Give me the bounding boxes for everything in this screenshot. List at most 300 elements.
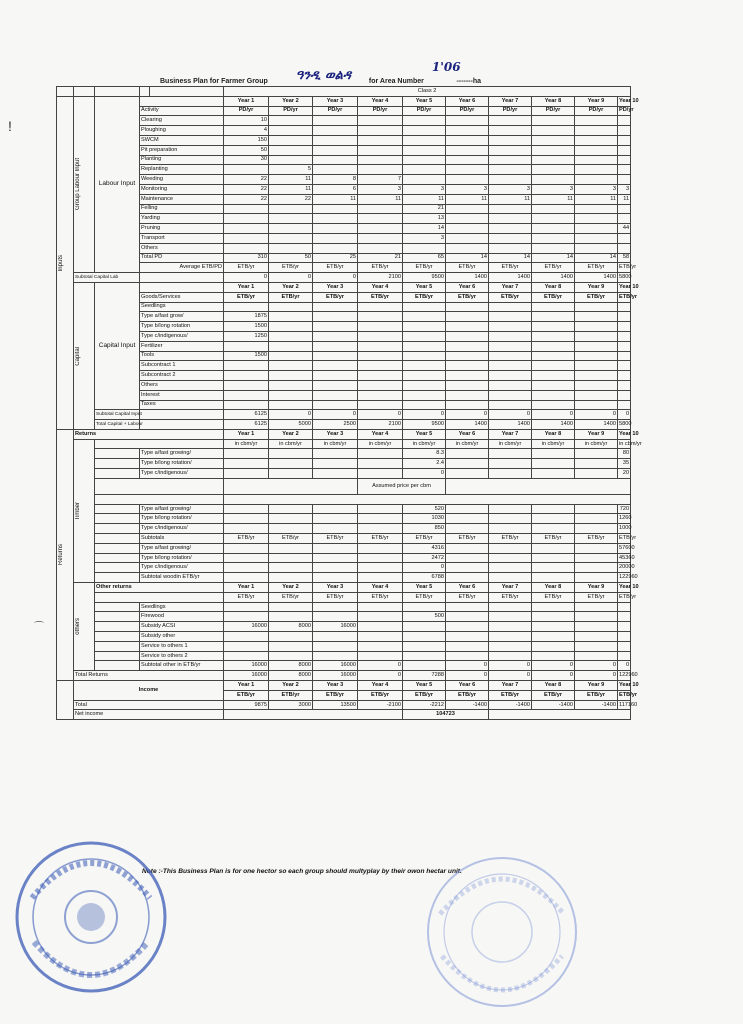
value-cell: 5800 bbox=[618, 273, 631, 283]
value-cell bbox=[224, 371, 269, 381]
value-cell: 6 bbox=[313, 184, 358, 194]
year-header: Year 6 bbox=[446, 429, 489, 439]
value-cell bbox=[358, 524, 403, 534]
value-cell bbox=[224, 504, 269, 514]
value-cell: ETB/yr bbox=[269, 263, 313, 273]
activity-name: Ploughing bbox=[140, 126, 224, 136]
blank-cell bbox=[57, 87, 74, 97]
value-cell: 0 bbox=[403, 469, 446, 479]
value-cell: 11 bbox=[269, 184, 313, 194]
value-cell bbox=[489, 361, 532, 371]
value-cell bbox=[575, 469, 618, 479]
value-cell bbox=[269, 371, 313, 381]
value-cell bbox=[489, 449, 532, 459]
value-cell bbox=[446, 602, 489, 612]
value-cell bbox=[269, 145, 313, 155]
value-cell bbox=[313, 341, 358, 351]
value-cell bbox=[224, 165, 269, 175]
value-cell: PD/yr bbox=[532, 106, 575, 116]
value-cell: 1260 bbox=[618, 514, 631, 524]
labour-activity-row bbox=[57, 126, 631, 136]
value-cell bbox=[532, 371, 575, 381]
value-cell bbox=[269, 641, 313, 651]
blank-cell bbox=[74, 87, 95, 97]
year-header: Year 5 bbox=[403, 429, 446, 439]
value-cell: ETB/yr bbox=[618, 263, 631, 273]
labour-activity-row bbox=[57, 175, 631, 185]
value-cell: 3 bbox=[403, 233, 446, 243]
value-cell bbox=[489, 165, 532, 175]
blank-cell bbox=[57, 681, 74, 720]
labour-block-label bbox=[95, 96, 140, 272]
value-cell: 8000 bbox=[269, 661, 313, 671]
value-cell bbox=[446, 459, 489, 469]
capital-input-label: Capital Input bbox=[98, 342, 136, 350]
value-cell: 1400 bbox=[532, 273, 575, 283]
blank-cell bbox=[95, 459, 140, 469]
value-cell bbox=[403, 651, 446, 661]
value-cell bbox=[446, 553, 489, 563]
net-income-label: Net income bbox=[74, 710, 224, 720]
value-cell bbox=[224, 514, 269, 524]
value-cell bbox=[358, 632, 403, 642]
value-cell bbox=[224, 449, 269, 459]
labour-activity-row bbox=[57, 214, 631, 224]
header-suffix: -------ha bbox=[456, 78, 482, 85]
value-cell bbox=[446, 312, 489, 322]
value-cell: 0 bbox=[489, 671, 532, 681]
value-cell bbox=[575, 400, 618, 410]
value-cell: ETB/yr bbox=[575, 592, 618, 602]
value-cell bbox=[618, 155, 631, 165]
blank-cell bbox=[95, 661, 140, 671]
labour-activity-row bbox=[57, 116, 631, 126]
value-cell bbox=[446, 514, 489, 524]
year-header: Year 10 bbox=[618, 429, 631, 439]
value-cell bbox=[532, 459, 575, 469]
value-cell: 0 bbox=[532, 410, 575, 420]
value-cell bbox=[618, 622, 631, 632]
value-cell: 0 bbox=[269, 273, 313, 283]
value-cell bbox=[358, 602, 403, 612]
value-cell: 1400 bbox=[532, 420, 575, 430]
goods-name: Subcontract 2 bbox=[140, 371, 224, 381]
timber-unit-row bbox=[57, 439, 631, 449]
value-cell: ETB/yr bbox=[403, 534, 446, 544]
value-cell bbox=[224, 641, 269, 651]
value-cell bbox=[224, 341, 269, 351]
blank-cell bbox=[95, 504, 140, 514]
value-cell: 3 bbox=[532, 184, 575, 194]
returns-side-text: Returns bbox=[58, 544, 64, 566]
year-header: Year 6 bbox=[446, 282, 489, 292]
labour-year-row bbox=[57, 96, 631, 106]
value-cell bbox=[358, 331, 403, 341]
value-cell: 11 bbox=[358, 194, 403, 204]
labour-subtotal-label: Subtotal Capital Lab bbox=[74, 273, 140, 283]
blank-cell bbox=[95, 592, 224, 602]
year-header: Year 10 bbox=[618, 583, 631, 593]
value-cell bbox=[358, 371, 403, 381]
value-cell bbox=[403, 243, 446, 253]
blank-cell bbox=[224, 710, 403, 720]
blank-cell bbox=[140, 87, 150, 97]
timber-volume-row bbox=[57, 449, 631, 459]
value-cell bbox=[532, 155, 575, 165]
value-cell bbox=[489, 145, 532, 155]
value-cell: ETB/yr bbox=[489, 534, 532, 544]
capital-goods-row bbox=[57, 390, 631, 400]
timber-type-name: Type c/indigenous/ bbox=[140, 524, 224, 534]
value-cell bbox=[269, 612, 313, 622]
year-header: Year 8 bbox=[532, 429, 575, 439]
value-cell: 9875 bbox=[224, 700, 269, 710]
value-cell: PD/yr bbox=[269, 106, 313, 116]
value-cell bbox=[269, 543, 313, 553]
value-cell: 16000 bbox=[313, 661, 358, 671]
goods-name: Type c/indigenous/ bbox=[140, 331, 224, 341]
value-cell bbox=[532, 563, 575, 573]
income-year-row bbox=[57, 681, 631, 691]
value-cell: 0 bbox=[313, 410, 358, 420]
value-cell bbox=[532, 204, 575, 214]
inputs-side-label bbox=[57, 96, 74, 429]
blank-cell bbox=[140, 282, 224, 292]
value-cell bbox=[224, 651, 269, 661]
value-cell: 0 bbox=[446, 661, 489, 671]
value-cell bbox=[532, 214, 575, 224]
value-cell bbox=[313, 165, 358, 175]
value-cell: 2.4 bbox=[403, 459, 446, 469]
value-cell bbox=[358, 469, 403, 479]
blank-cell bbox=[95, 543, 140, 553]
value-cell bbox=[575, 563, 618, 573]
blank-cell bbox=[95, 612, 140, 622]
value-cell bbox=[358, 361, 403, 371]
value-cell bbox=[575, 322, 618, 332]
value-cell bbox=[403, 361, 446, 371]
value-cell bbox=[575, 514, 618, 524]
value-cell: 0 bbox=[224, 273, 269, 283]
value-cell bbox=[489, 641, 532, 651]
value-cell bbox=[618, 204, 631, 214]
value-cell bbox=[575, 155, 618, 165]
year-header: Year 9 bbox=[575, 583, 618, 593]
year-header: Year 7 bbox=[489, 429, 532, 439]
value-cell bbox=[358, 573, 403, 583]
value-cell bbox=[313, 400, 358, 410]
value-cell: ETB/yr bbox=[313, 592, 358, 602]
value-cell bbox=[532, 514, 575, 524]
value-cell bbox=[618, 361, 631, 371]
activity-name: Yarding bbox=[140, 214, 224, 224]
value-cell bbox=[224, 233, 269, 243]
value-cell bbox=[618, 641, 631, 651]
value-cell bbox=[532, 632, 575, 642]
value-cell: 1400 bbox=[575, 273, 618, 283]
value-cell bbox=[313, 563, 358, 573]
net-income-row bbox=[57, 710, 631, 720]
value-cell bbox=[313, 135, 358, 145]
labour-input-label: Labour Input bbox=[98, 180, 136, 188]
value-cell bbox=[532, 233, 575, 243]
returns-label: Returns bbox=[74, 429, 224, 439]
activity-name: Clearing bbox=[140, 116, 224, 126]
value-cell: 8000 bbox=[269, 671, 313, 681]
blank-cell bbox=[140, 96, 224, 106]
activity-name: Maintenance bbox=[140, 194, 224, 204]
value-cell bbox=[358, 302, 403, 312]
value-cell: 35 bbox=[618, 459, 631, 469]
value-cell bbox=[313, 553, 358, 563]
value-cell bbox=[224, 204, 269, 214]
value-cell bbox=[575, 243, 618, 253]
value-cell bbox=[618, 602, 631, 612]
value-cell bbox=[446, 371, 489, 381]
income-total-label: Total bbox=[74, 700, 224, 710]
value-cell: in cbm/yr bbox=[532, 439, 575, 449]
capital-goods-row bbox=[57, 400, 631, 410]
other-returns-year-row bbox=[57, 583, 631, 593]
subtotals-label: Subtotals bbox=[140, 534, 224, 544]
value-cell bbox=[403, 632, 446, 642]
value-cell bbox=[575, 573, 618, 583]
value-cell: 14 bbox=[532, 253, 575, 263]
value-cell bbox=[575, 380, 618, 390]
year-header: Year 9 bbox=[575, 282, 618, 292]
value-cell bbox=[269, 312, 313, 322]
value-cell bbox=[489, 322, 532, 332]
value-cell bbox=[618, 145, 631, 155]
value-cell: 4 bbox=[224, 126, 269, 136]
labour-activity-row bbox=[57, 135, 631, 145]
capital-goods-row bbox=[57, 341, 631, 351]
year-header: Year 7 bbox=[489, 282, 532, 292]
income-label: Income bbox=[74, 681, 224, 701]
value-cell bbox=[269, 135, 313, 145]
value-cell: 22 bbox=[224, 184, 269, 194]
value-cell bbox=[618, 135, 631, 145]
value-cell bbox=[446, 135, 489, 145]
value-cell bbox=[489, 380, 532, 390]
value-cell bbox=[575, 214, 618, 224]
year-header: Year 1 bbox=[224, 681, 269, 691]
value-cell bbox=[446, 155, 489, 165]
value-cell: ETB/yr bbox=[618, 292, 631, 302]
header-mid: for Area Number bbox=[368, 78, 424, 85]
timber-price-row bbox=[57, 524, 631, 534]
value-cell bbox=[269, 155, 313, 165]
value-cell: -1400 bbox=[446, 700, 489, 710]
value-cell: ETB/yr bbox=[403, 690, 446, 700]
value-cell: 0 bbox=[358, 410, 403, 420]
value-cell bbox=[313, 449, 358, 459]
value-cell bbox=[224, 243, 269, 253]
activity-header: Activity bbox=[140, 106, 224, 116]
value-cell bbox=[358, 351, 403, 361]
other-return-row bbox=[57, 651, 631, 661]
year-header: Year 2 bbox=[269, 429, 313, 439]
value-cell: ETB/yr bbox=[446, 534, 489, 544]
value-cell bbox=[489, 331, 532, 341]
value-cell bbox=[313, 573, 358, 583]
value-cell bbox=[489, 214, 532, 224]
value-cell: ETB/yr bbox=[224, 263, 269, 273]
value-cell bbox=[575, 351, 618, 361]
other-return-name: Firewood bbox=[140, 612, 224, 622]
total-returns-label: Total Returns bbox=[74, 671, 224, 681]
value-cell bbox=[532, 175, 575, 185]
value-cell bbox=[446, 243, 489, 253]
year-header: Year 6 bbox=[446, 583, 489, 593]
value-cell bbox=[224, 224, 269, 234]
value-cell: 80 bbox=[618, 449, 631, 459]
value-cell bbox=[358, 553, 403, 563]
value-cell: PD/yr bbox=[489, 106, 532, 116]
value-cell: 3 bbox=[489, 184, 532, 194]
goods-name: Fertilizer bbox=[140, 341, 224, 351]
value-cell: in cbm/yr bbox=[269, 439, 313, 449]
inputs-side-text: Inputs bbox=[58, 254, 64, 272]
value-cell bbox=[269, 351, 313, 361]
labour-unit-row bbox=[57, 106, 631, 116]
value-cell bbox=[269, 361, 313, 371]
value-cell bbox=[575, 175, 618, 185]
value-cell bbox=[446, 233, 489, 243]
value-cell bbox=[532, 126, 575, 136]
goods-name: Taxes bbox=[140, 400, 224, 410]
value-cell bbox=[618, 351, 631, 361]
goods-name: Subcontract 1 bbox=[140, 361, 224, 371]
class-label: Class 2 bbox=[224, 87, 631, 97]
value-cell bbox=[446, 302, 489, 312]
value-cell bbox=[489, 126, 532, 136]
value-cell bbox=[618, 302, 631, 312]
value-cell: 117160 bbox=[618, 700, 631, 710]
value-cell: 30 bbox=[224, 155, 269, 165]
value-cell bbox=[269, 504, 313, 514]
value-cell bbox=[489, 233, 532, 243]
value-cell bbox=[224, 214, 269, 224]
value-cell: 122960 bbox=[618, 671, 631, 681]
value-cell bbox=[313, 514, 358, 524]
value-cell bbox=[532, 612, 575, 622]
wood-subtotal-label: Subtotal woodin ETB/yr bbox=[140, 573, 224, 583]
value-cell: ETB/yr bbox=[575, 534, 618, 544]
value-cell: 44 bbox=[618, 224, 631, 234]
value-cell bbox=[403, 380, 446, 390]
value-cell bbox=[575, 449, 618, 459]
value-cell: ETB/yr bbox=[358, 690, 403, 700]
value-cell bbox=[358, 543, 403, 553]
value-cell bbox=[269, 243, 313, 253]
value-cell bbox=[224, 563, 269, 573]
value-cell bbox=[313, 641, 358, 651]
value-cell bbox=[446, 632, 489, 642]
value-cell: 1400 bbox=[489, 273, 532, 283]
value-cell bbox=[358, 135, 403, 145]
value-cell: ETB/yr bbox=[269, 292, 313, 302]
year-header: Year 3 bbox=[313, 429, 358, 439]
timber-volume-row bbox=[57, 469, 631, 479]
value-cell: ETB/yr bbox=[618, 592, 631, 602]
activity-name: Replanting bbox=[140, 165, 224, 175]
value-cell: 1400 bbox=[446, 273, 489, 283]
blank-cell bbox=[446, 478, 631, 494]
value-cell bbox=[489, 175, 532, 185]
blank-cell bbox=[95, 622, 140, 632]
value-cell bbox=[446, 469, 489, 479]
blank-cell bbox=[95, 573, 140, 583]
value-cell bbox=[403, 312, 446, 322]
value-cell bbox=[489, 612, 532, 622]
value-cell bbox=[489, 459, 532, 469]
value-cell bbox=[358, 641, 403, 651]
value-cell bbox=[403, 175, 446, 185]
footnote: Note :-This Business Plan is for one hector so each group should multyplay by their owon hectar unit. bbox=[142, 868, 462, 875]
value-cell: ETB/yr bbox=[403, 592, 446, 602]
value-cell bbox=[532, 145, 575, 155]
year-header: Year 3 bbox=[313, 583, 358, 593]
value-cell bbox=[446, 543, 489, 553]
value-cell bbox=[269, 602, 313, 612]
header-prefix: Business Plan for Farmer Group bbox=[160, 78, 268, 85]
total-returns-row bbox=[57, 671, 631, 681]
year-header: Year 8 bbox=[532, 681, 575, 691]
value-cell: ETB/yr bbox=[618, 534, 631, 544]
official-stamp-left bbox=[12, 838, 170, 996]
value-cell bbox=[489, 524, 532, 534]
value-cell bbox=[269, 651, 313, 661]
value-cell: ETB/yr bbox=[269, 592, 313, 602]
value-cell: 1400 bbox=[489, 420, 532, 430]
value-cell: ETB/yr bbox=[358, 292, 403, 302]
value-cell: 6788 bbox=[403, 573, 446, 583]
value-cell bbox=[489, 400, 532, 410]
value-cell: 11 bbox=[618, 194, 631, 204]
value-cell: 11 bbox=[269, 175, 313, 185]
value-cell bbox=[618, 116, 631, 126]
value-cell bbox=[224, 543, 269, 553]
value-cell bbox=[403, 602, 446, 612]
value-cell bbox=[313, 145, 358, 155]
value-cell bbox=[403, 371, 446, 381]
value-cell bbox=[224, 632, 269, 642]
value-cell bbox=[575, 459, 618, 469]
value-cell bbox=[358, 243, 403, 253]
other-subtotal-row bbox=[57, 661, 631, 671]
value-cell bbox=[358, 322, 403, 332]
value-cell: 21 bbox=[403, 204, 446, 214]
timber-side-label bbox=[74, 439, 95, 582]
value-cell: ETB/yr bbox=[618, 690, 631, 700]
value-cell bbox=[313, 214, 358, 224]
assumed-price-label: Assumed price per cbm bbox=[358, 478, 446, 494]
labour-activity-row bbox=[57, 145, 631, 155]
value-cell bbox=[358, 612, 403, 622]
margin-tick-mark: ! bbox=[8, 118, 12, 134]
value-cell bbox=[618, 380, 631, 390]
value-cell: 13500 bbox=[313, 700, 358, 710]
value-cell bbox=[446, 116, 489, 126]
value-cell: 310 bbox=[224, 253, 269, 263]
value-cell bbox=[575, 165, 618, 175]
value-cell bbox=[575, 612, 618, 622]
value-cell bbox=[532, 553, 575, 563]
value-cell: ETB/yr bbox=[532, 263, 575, 273]
labour-activity-row bbox=[57, 243, 631, 253]
value-cell bbox=[313, 524, 358, 534]
